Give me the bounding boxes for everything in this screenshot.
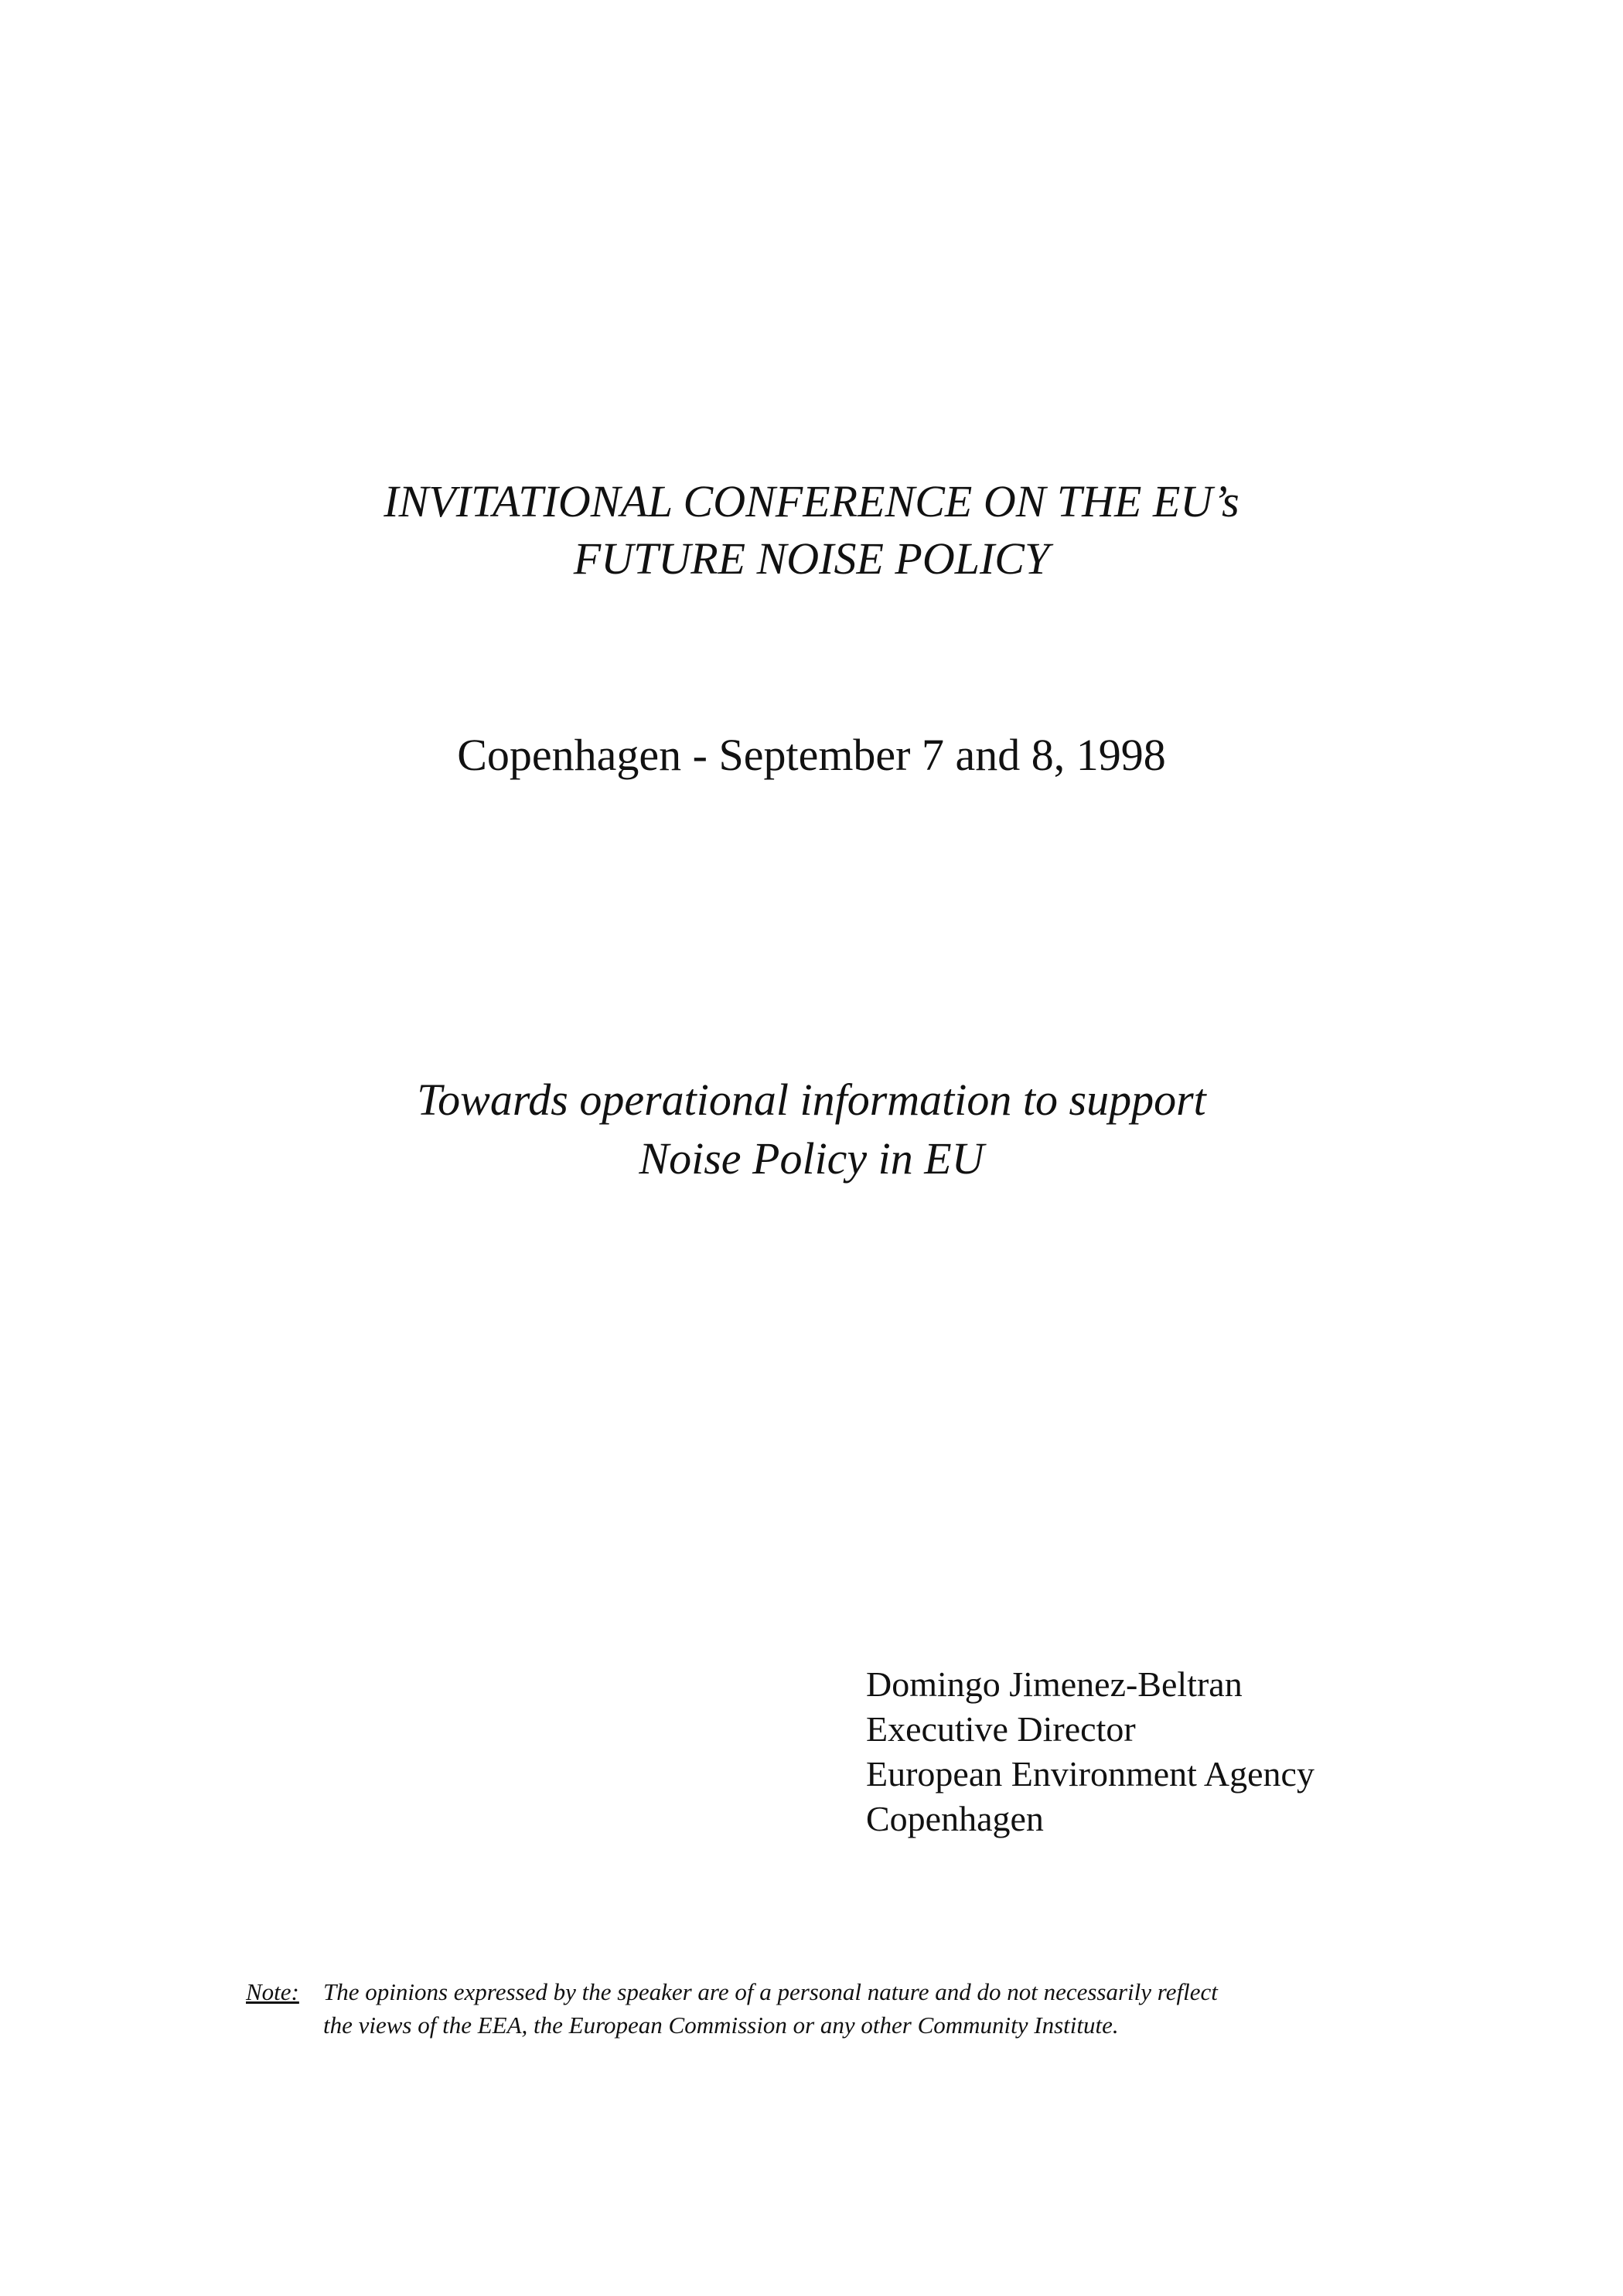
author-block bbox=[866, 1662, 1314, 1841]
talk-title-line-1: Towards operational information to support bbox=[417, 1075, 1206, 1125]
note-text-line-1: The opinions expressed by the speaker are of a personal nature and do not necessarily reflect bbox=[323, 1978, 1218, 2005]
conference-date-text: Copenhagen - September 7 and 8, 1998 bbox=[457, 730, 1166, 780]
author-organization: European Environment Agency bbox=[866, 1754, 1314, 1794]
note-first-line bbox=[246, 1975, 1406, 2008]
author-role: Executive Director bbox=[866, 1709, 1136, 1749]
note-text-line-2: the views of the EEA, the European Commission or any other Community Institute. bbox=[323, 2012, 1119, 2039]
talk-title bbox=[0, 1071, 1623, 1188]
note-label: Note: bbox=[246, 1978, 299, 2005]
author-city: Copenhagen bbox=[866, 1799, 1044, 1838]
talk-title-line-2: Noise Policy in EU bbox=[639, 1133, 984, 1184]
conference-title bbox=[0, 473, 1623, 588]
author-name: Domingo Jimenez-Beltran bbox=[866, 1664, 1243, 1704]
conference-title-line-1: INVITATIONAL CONFERENCE ON THE EU’s bbox=[384, 476, 1239, 526]
conference-title-line-2: FUTURE NOISE POLICY bbox=[573, 533, 1050, 584]
disclaimer-note bbox=[246, 1975, 1406, 2042]
conference-date bbox=[0, 727, 1623, 784]
